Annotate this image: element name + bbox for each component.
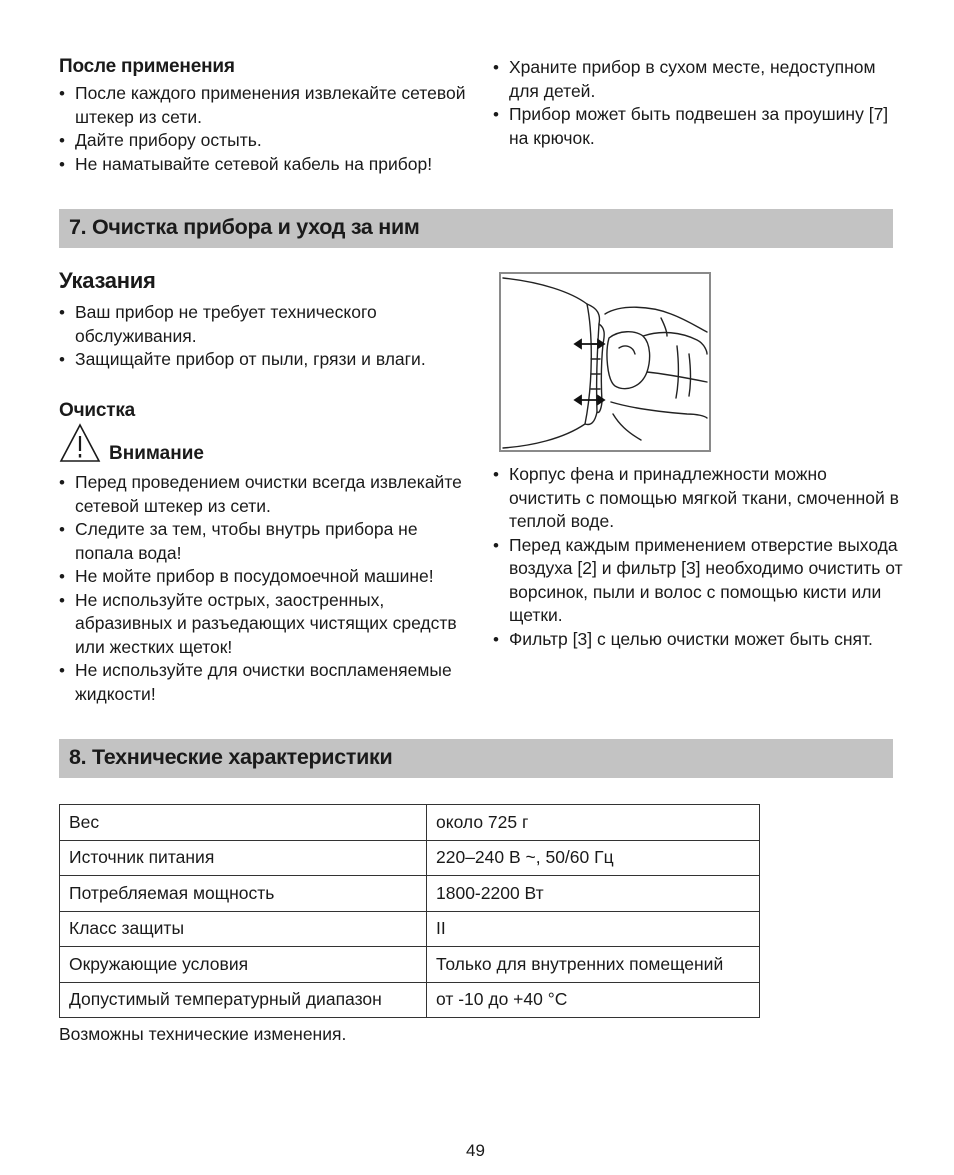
list-item: • Прибор может быть подвешен за проушину [7] на крючок. (493, 103, 903, 150)
section-7-title: 7. Очистка прибора и уход за ним (69, 215, 420, 239)
spec-value: около 725 г (427, 805, 760, 841)
after-use-title: После применения (59, 56, 235, 77)
storage-list (493, 56, 903, 150)
cleaning-title: Очистка (59, 400, 136, 421)
spec-value: Только для внутренних помещений (427, 947, 760, 983)
section-8-title: 8. Технические характеристики (69, 745, 393, 769)
spec-value: II (427, 911, 760, 947)
table-row (60, 947, 760, 983)
list-item: • Защищайте прибор от пыли, грязи и влаги. (59, 348, 459, 372)
spec-label: Класс защиты (60, 911, 427, 947)
list-item: • Не используйте для очистки воспламеняемые жидкости! (59, 659, 469, 706)
list-item: • После каждого применения извлекайте сетевой штекер из сети. (59, 82, 469, 129)
list-item: • Не наматывайте сетевой кабель на прибор! (59, 153, 469, 177)
footnote: Возможны технические изменения. (59, 1024, 347, 1044)
list-item: • Корпус фена и принадлежности можно очистить с помощью мягкой ткани, смоченной в теплой воде. (493, 463, 903, 534)
notes-list (59, 301, 459, 372)
hand-removing-filter-image (501, 274, 709, 450)
specifications-table (59, 804, 760, 1018)
table-row (60, 805, 760, 841)
list-item: • Храните прибор в сухом месте, недоступном для детей. (493, 56, 903, 103)
spec-label: Потребляемая мощность (60, 876, 427, 912)
spec-label: Окружающие условия (60, 947, 427, 983)
spec-label: Вес (60, 805, 427, 841)
table-row (60, 840, 760, 876)
section-7-header (59, 209, 893, 248)
after-use-list (59, 82, 469, 176)
spec-label: Допустимый температурный диапазон (60, 982, 427, 1018)
spec-label: Источник питания (60, 840, 427, 876)
spec-value: от -10 до +40 °C (427, 982, 760, 1018)
filter-removal-illustration (499, 272, 711, 452)
list-item: • Не мойте прибор в посудомоечной машине! (59, 565, 469, 589)
list-item: • Перед проведением очистки всегда извлекайте сетевой штекер из сети. (59, 471, 469, 518)
list-item: • Не используйте острых, заостренных, абразивных и разъедающих чистящих средств или жестких щеток! (59, 589, 469, 660)
list-item: • Фильтр [3] с целью очистки может быть снят. (493, 628, 903, 652)
list-item: • Следите за тем, чтобы внутрь прибора не попала вода! (59, 518, 469, 565)
table-row (60, 911, 760, 947)
spec-value: 220–240 В ~, 50/60 Гц (427, 840, 760, 876)
list-item: • Ваш прибор не требует технического обслуживания. (59, 301, 459, 348)
spec-value: 1800-2200 Вт (427, 876, 760, 912)
page-number: 49 (466, 1141, 485, 1160)
section-8-header (59, 739, 893, 778)
list-item: • Дайте прибору остыть. (59, 129, 469, 153)
warning-triangle-icon (59, 423, 101, 463)
cleaning-list (493, 463, 903, 651)
warning-label: Внимание (109, 443, 204, 464)
warning-heading (59, 423, 204, 463)
warning-list (59, 471, 469, 706)
table-row (60, 876, 760, 912)
notes-title: Указания (59, 268, 156, 293)
list-item: • Перед каждым применением отверстие выхода воздуха [2] и фильтр [3] необходимо очистить от ворсинок, пыли и волос с помощью кисти или щетки. (493, 534, 903, 628)
table-row (60, 982, 760, 1018)
